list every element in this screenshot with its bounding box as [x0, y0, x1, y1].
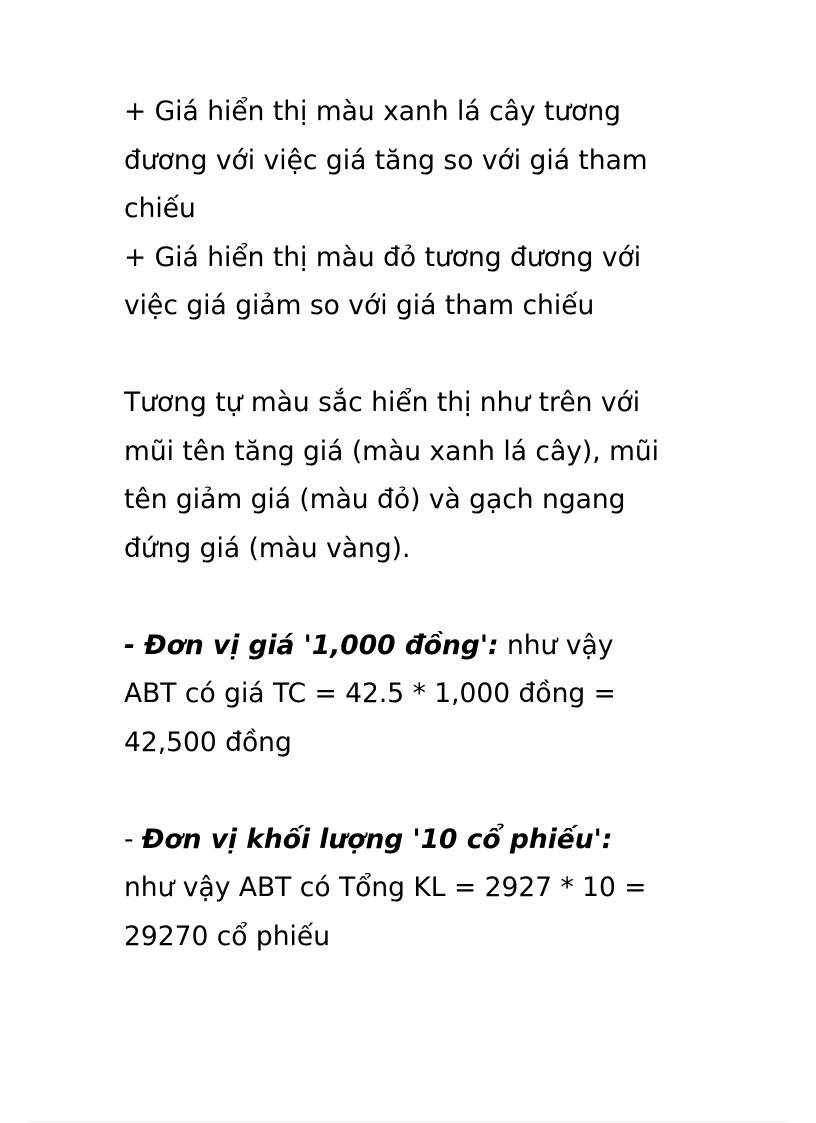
- paragraph-spacer: [124, 331, 724, 380]
- text-line: 29270 cổ phiếu: [124, 920, 331, 952]
- text-line: đương với việc giá tăng so với giá tham: [124, 144, 648, 176]
- text-line: mũi tên tăng giá (màu xanh lá cây), mũi: [124, 435, 660, 467]
- text-line: ABT có giá TC = 42.5 * 1,000 đồng =: [124, 678, 616, 709]
- text-line: 42,500 đồng: [124, 726, 292, 758]
- price-unit-text: như vậy: [498, 629, 614, 661]
- text-line: + Giá hiển thị màu đỏ tương đương với: [124, 241, 642, 273]
- text-line: [124, 622, 724, 671]
- price-unit-heading: - Đơn vị giá '1,000 đồng':: [124, 629, 499, 661]
- footer-divider: [28, 1121, 788, 1122]
- text-line: + Giá hiển thị màu xanh lá cây tương: [124, 96, 622, 127]
- text-line: đứng giá (màu vàng).: [124, 532, 411, 564]
- price-color-legend: [124, 88, 724, 331]
- paragraph-spacer: [124, 573, 724, 622]
- text-line: việc giá giảm so với giá tham chiếu: [124, 290, 595, 321]
- text-line: Tương tự màu sắc hiển thị như trên với: [124, 387, 641, 418]
- text-line: chiếu: [124, 193, 196, 224]
- document-page: [124, 88, 724, 961]
- paragraph-spacer: [124, 767, 724, 816]
- volume-unit-dash: -: [124, 823, 142, 855]
- text-line: như vậy ABT có Tổng KL = 2927 * 10 =: [124, 872, 647, 903]
- volume-unit-paragraph: [124, 816, 724, 962]
- text-line: tên giảm giá (màu đỏ) và gạch ngang: [124, 484, 626, 515]
- arrow-color-paragraph: [124, 379, 724, 573]
- text-line: [124, 816, 724, 865]
- volume-unit-heading: Đơn vị khối lượng '10 cổ phiếu':: [142, 823, 613, 855]
- price-unit-paragraph: [124, 622, 724, 768]
